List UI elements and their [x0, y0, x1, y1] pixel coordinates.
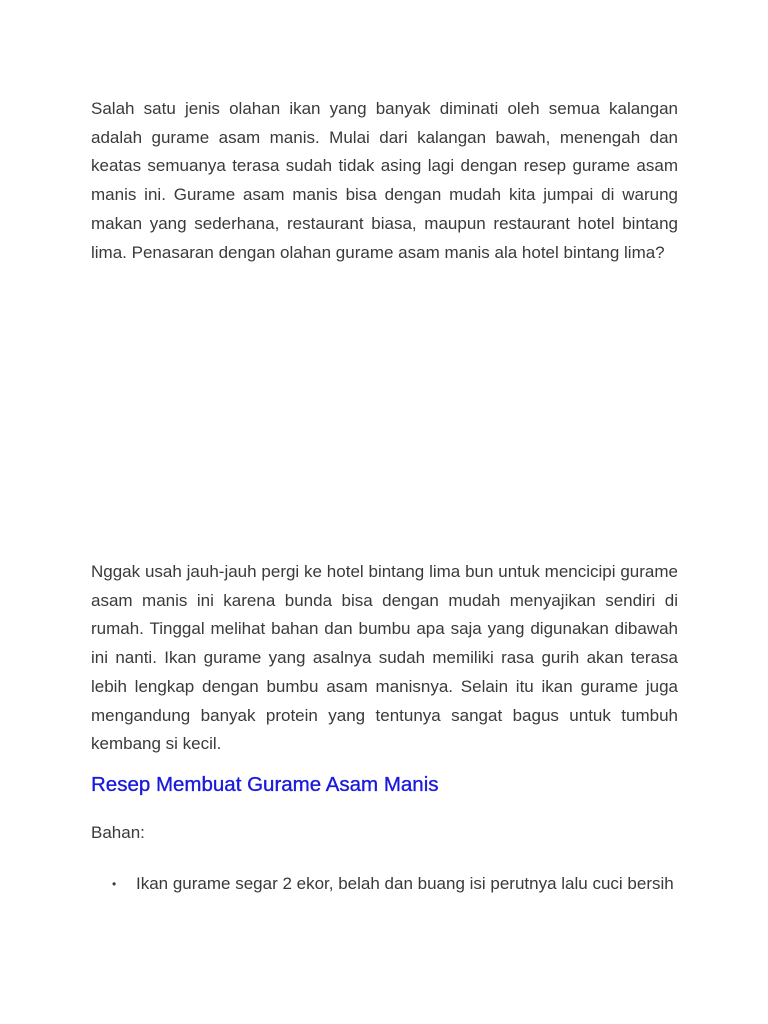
- recipe-heading: Resep Membuat Gurame Asam Manis: [91, 773, 439, 796]
- second-paragraph: Nggak usah jauh-jauh pergi ke hotel bintang lima bun untuk mencicipi gurame asam manis ini karena bunda bisa dengan mudah menyajikan sendiri di rumah. Tinggal melihat bahan dan bumbu apa saja yang digunakan dibawah ini nanti. Ikan gurame yang asalnya sudah memiliki rasa gurih akan terasa lebih lengkap dengan bumbu asam manisnya. Selain itu ikan gurame juga mengandung banyak protein yang tentunya sangat bagus untuk tumbuh kembang si kecil.: [91, 562, 678, 754]
- ingredient-text: Ikan gurame segar 2 ekor, belah dan buang isi perutnya lalu cuci bersih: [136, 874, 674, 893]
- intro-paragraph: Salah satu jenis olahan ikan yang banyak diminati oleh semua kalangan adalah gurame asam manis. Mulai dari kalangan bawah, menengah dan keatas semuanya terasa sudah tidak asing lagi dengan resep gurame asam manis ini. Gurame asam manis bisa dengan mudah kita jumpai di warung makan yang sederhana, restaurant biasa, maupun restaurant hotel bintang lima. Penasaran dengan olahan gurame asam manis ala hotel bintang lima?: [91, 99, 678, 262]
- bullet-icon: •: [112, 877, 117, 891]
- ingredients-label: Bahan:: [91, 823, 145, 842]
- ingredients-list: [91, 870, 678, 899]
- list-item: [91, 870, 678, 899]
